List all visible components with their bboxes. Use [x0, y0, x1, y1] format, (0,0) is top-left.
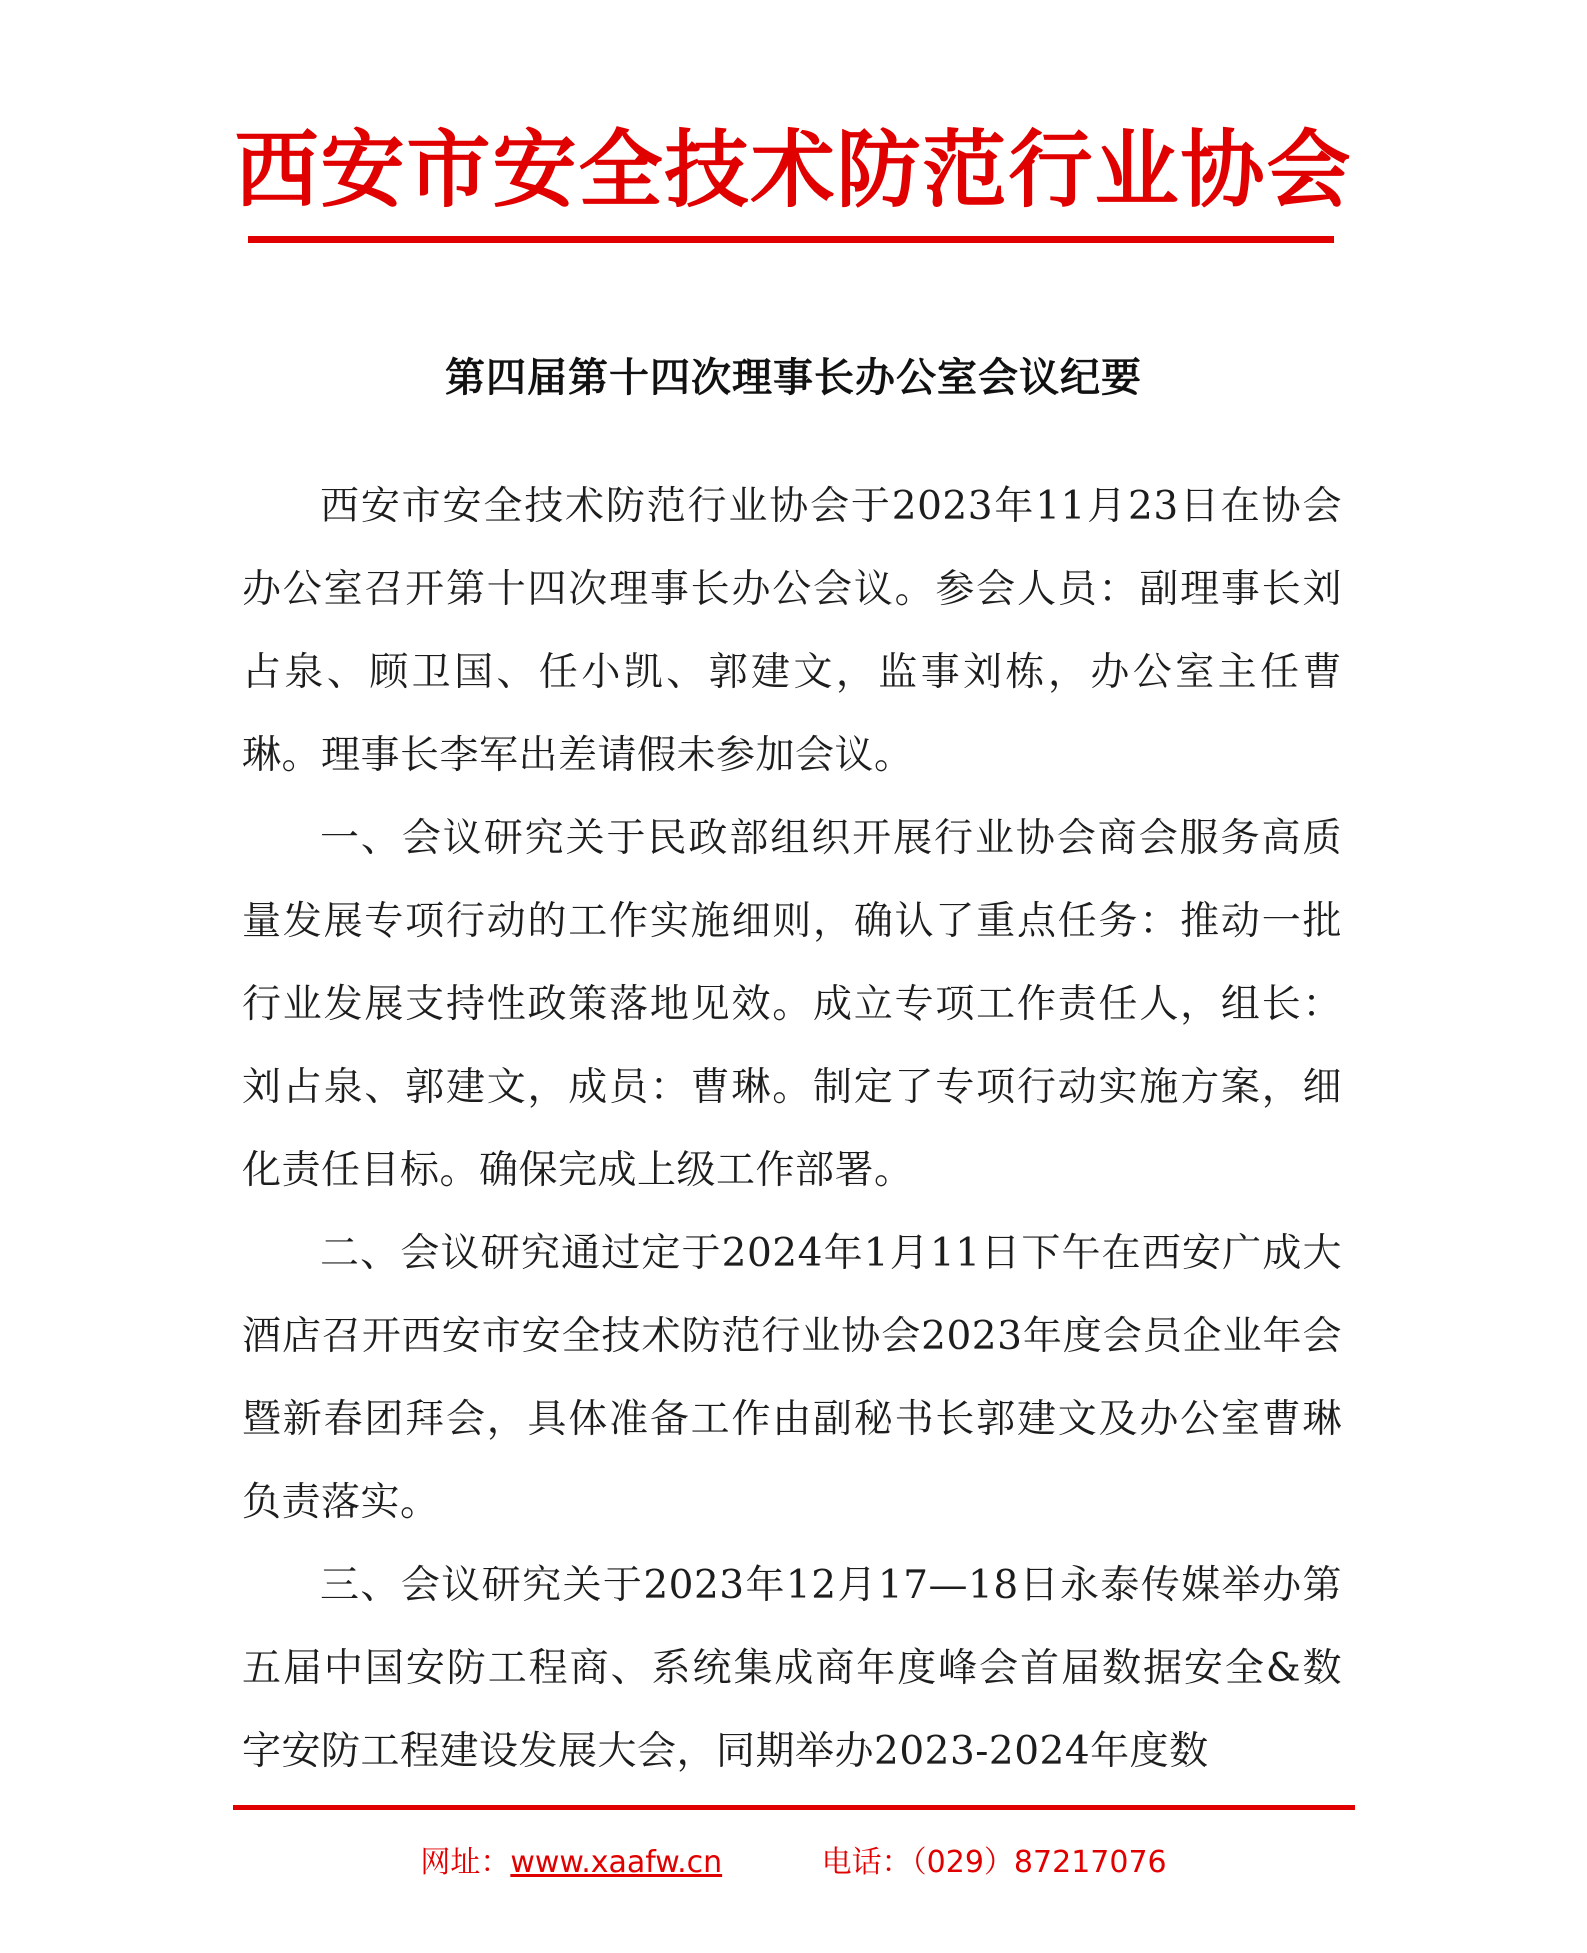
footer-red-rule [233, 1805, 1355, 1810]
website-label: 网址： [420, 1845, 511, 1880]
footer [0, 1843, 1587, 1883]
header-red-rule [248, 236, 1334, 243]
website-link[interactable]: www.xaafw.cn [510, 1845, 723, 1880]
footer-website [420, 1843, 722, 1883]
paragraph-item-1: 一、会议研究关于民政部组织开展行业协会商会服务高质量发展专项行动的工作实施细则，确认了重点任务：推动一批行业发展支持性政策落地见效。成立专项工作责任人，组长：刘占泉、郭建文，成员：曹琳。制定了专项行动实施方案，细化责任目标。确保完成上级工作部署。 [242, 816, 1342, 1193]
phone-number: （029）87217076 [911, 1845, 1167, 1880]
phone-label: 电话： [821, 1845, 912, 1880]
footer-phone [822, 1843, 1167, 1883]
document-body [242, 465, 1342, 1793]
paragraph-item-3: 三、会议研究关于2023年12月17—18日永泰传媒举办第五届中国安防工程商、系统集成商年度峰会首届数据安全&数字安防工程建设发展大会，同期举办2023-2024年度数 [242, 1563, 1342, 1774]
paragraph-intro: 西安市安全技术防范行业协会于2023年11月23日在协会办公室召开第十四次理事长办公会议。参会人员：副理事长刘占泉、顾卫国、任小凯、郭建文，监事刘栋，办公室主任曹琳。理事长李军出差请假未参加会议。 [242, 484, 1342, 778]
paragraph-item-2: 二、会议研究通过定于2024年1月11日下午在西安广成大酒店召开西安市安全技术防范行业协会2023年度会员企业年会暨新春团拜会，具体准备工作由副秘书长郭建文及办公室曹琳负责落实。 [242, 1231, 1342, 1525]
document-title: 第四届第十四次理事长办公室会议纪要 [445, 355, 1142, 401]
organization-letterhead: 西安市安全技术防范行业协会 [234, 121, 1353, 219]
